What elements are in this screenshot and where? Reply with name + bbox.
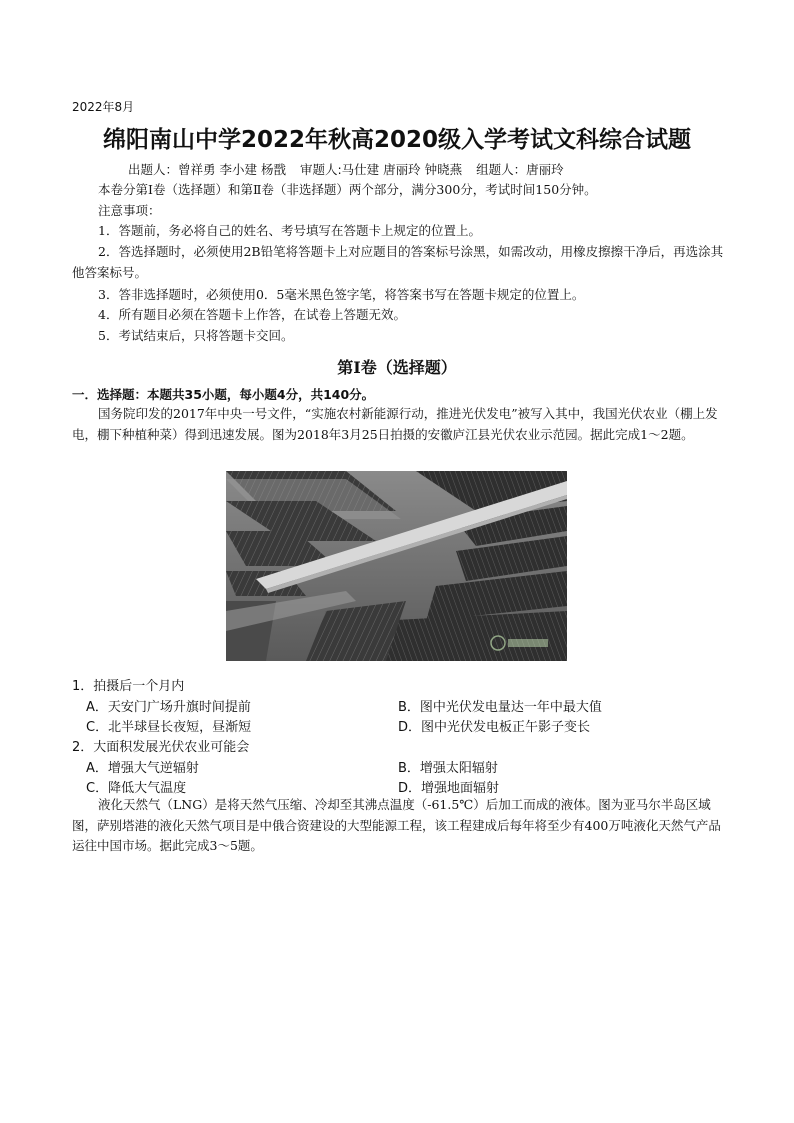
q1-option-b: B．图中光伏发电量达一年中最大值 <box>398 700 602 715</box>
question-1-stem: 1．拍摄后一个月内 <box>72 679 185 694</box>
question-2-stem: 2．大面积发展光伏农业可能会 <box>72 740 250 755</box>
notes-heading: 注意事项： <box>98 203 161 218</box>
note-item: 3．答非选择题时，必须使用0．5毫米黑色签字笔，将答案书写在答题卡规定的位置上。 <box>98 287 585 302</box>
note-item: 2．答选择题时，必须使用2B铅笔将答题卡上对应题目的答案标号涂黑，如需改动，用橡皮擦擦干净后，再选涂其他答案标号。 <box>72 244 724 280</box>
solar-farm-photo <box>226 471 567 661</box>
exam-intro: 本卷分第Ⅰ卷（选择题）和第Ⅱ卷（非选择题）两个部分，满分300分，考试时间150分钟。 <box>98 182 597 197</box>
note-item: 4．所有题目必须在答题卡上作答，在试卷上答题无效。 <box>98 307 406 322</box>
q1-option-c: C．北半球昼长夜短，昼渐短 <box>86 720 252 735</box>
note-item: 5．考试结束后，只将答题卡交回。 <box>98 328 294 343</box>
section-title: 第Ⅰ卷（选择题） <box>337 358 457 377</box>
setter-names: 出题人：曾祥勇 李小建 杨戬 <box>128 162 286 177</box>
question-stem-3-5: 液化天然气（LNG）是将天然气压缩、冷却至其沸点温度（-61.5℃）后加工而成的液体。图为亚马尔半岛区域图，萨别塔港的液化天然气项目是中俄合资建设的大型能源工程，该工程建成后每年将至少有400万吨液化天然气产品运往中国市场。据此完成3～5题。 <box>72 797 721 853</box>
authors-line <box>128 160 574 178</box>
q1-option-a: A．天安门广场升旗时间提前 <box>86 700 251 715</box>
part-one-heading: 一．选择题：本题共35小题，每小题4分，共140分。 <box>72 387 375 402</box>
q1-option-d: D．图中光伏发电板正午影子变长 <box>398 720 591 735</box>
note-item: 1．答题前，务必将自己的姓名、考号填写在答题卡上规定的位置上。 <box>98 223 481 238</box>
q2-option-d: D．增强地面辐射 <box>398 781 500 796</box>
reviewer-names: 审题人:马仕建 唐丽玲 钟晓燕 <box>299 162 463 177</box>
q2-option-c: C．降低大气温度 <box>86 781 187 796</box>
question-stem-1-2: 国务院印发的2017年中央一号文件，“实施农村新能源行动，推进光伏发电”被写入其中，我国光伏农业（棚上发电，棚下种植种菜）得到迅速发展。图为2018年3月25日拍摄的安徽庐江县光伏农业示范园。据此完成1～2题。 <box>72 406 718 442</box>
exam-date: 2022年8月 <box>72 100 135 114</box>
q2-option-a: A．增强大气逆辐射 <box>86 761 199 776</box>
q2-option-b: B．增强太阳辐射 <box>398 761 498 776</box>
compiler-names: 组题人：唐丽玲 <box>476 162 564 177</box>
exam-title: 绵阳南山中学2022年秋高2020级入学考试文科综合试题 <box>102 127 692 153</box>
